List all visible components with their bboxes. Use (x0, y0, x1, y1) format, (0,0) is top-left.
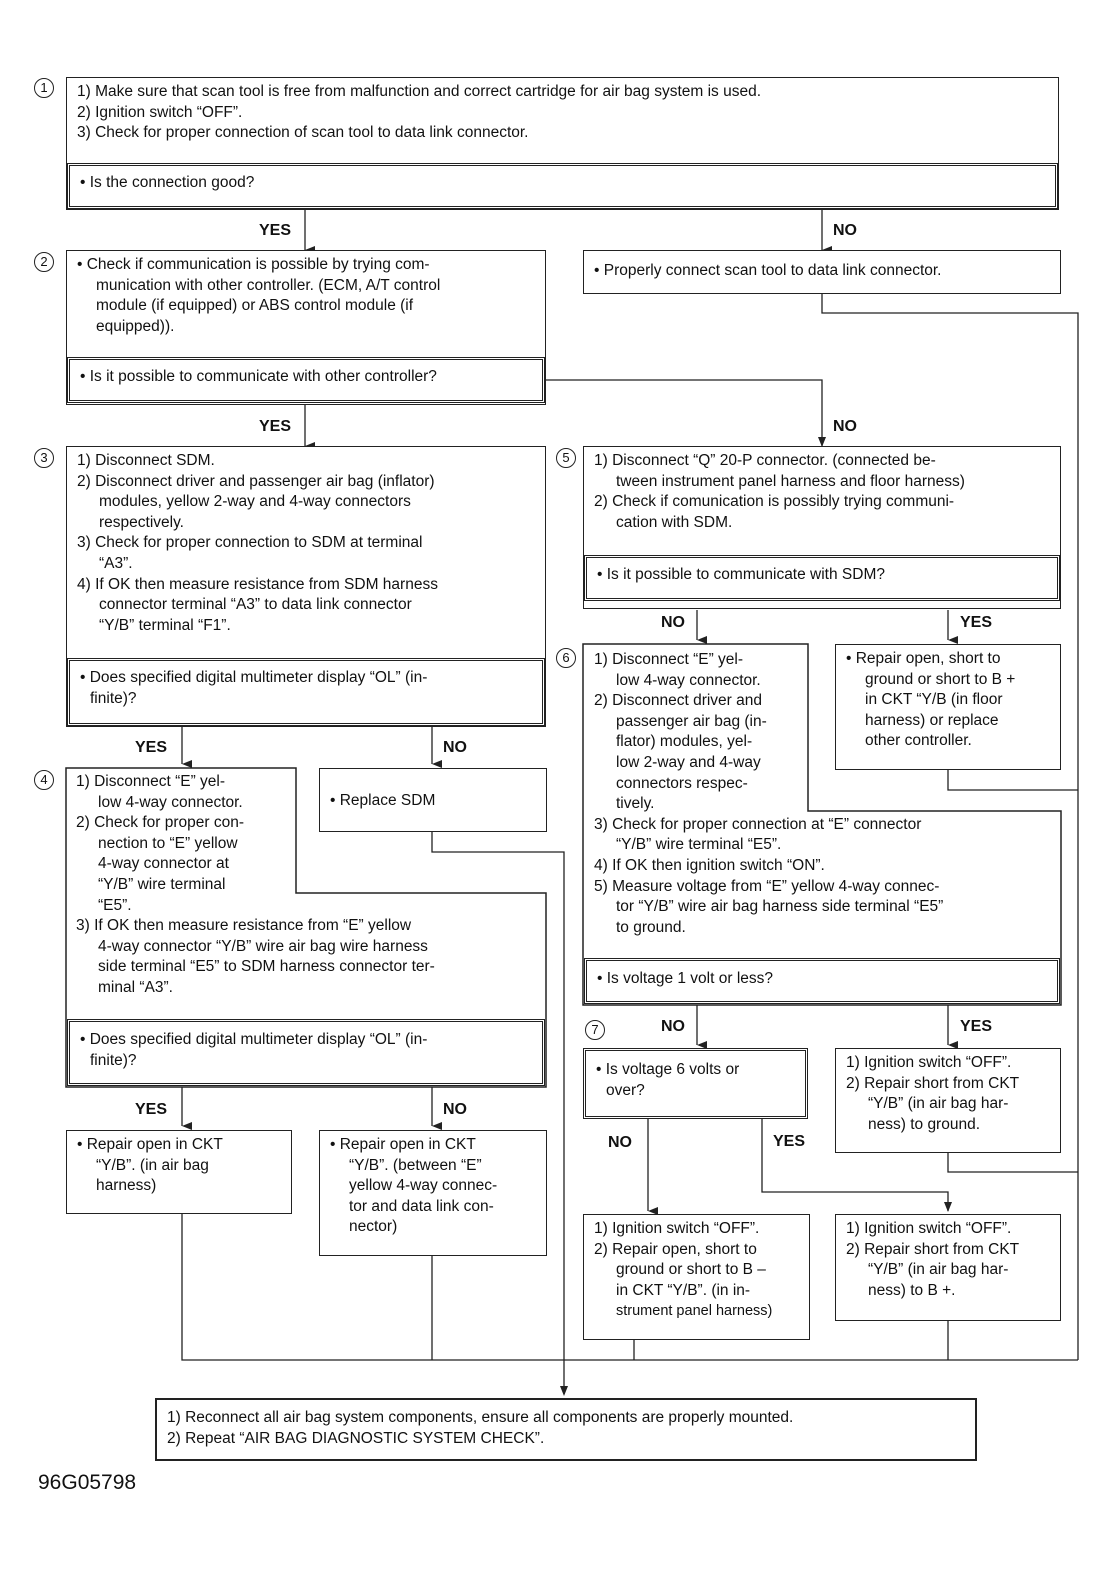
fix-6-yes-line: 2) Repair short from CKT (846, 1074, 1020, 1092)
step-3-line: “Y/B” terminal “F1”. (99, 616, 231, 634)
step-4-question-text: • Does specified digital multimeter display “OL” (in- (80, 1031, 428, 1048)
step-5-line: 2) Check if comunication is possibly trying communi- (594, 493, 955, 511)
step-6-line: to ground. (616, 918, 686, 936)
step-1-yes-label: YES (259, 222, 292, 239)
step-4-line: 4-way connector “Y/B” wire air bag wire harness (98, 937, 428, 955)
step-5-yes-label: YES (960, 614, 993, 631)
step-3-line: 2) Disconnect driver and passenger air bag (inflator) (77, 472, 435, 490)
fix-5-yes-line: ground or short to B + (865, 670, 1016, 688)
fix-6-yes-box (835, 1048, 1061, 1153)
fix-7-yes-line: “Y/B” (in air bag har- (868, 1261, 1009, 1279)
step-4-no-label: NO (443, 1101, 467, 1118)
fix-5-yes-line: in CKT “Y/B (in floor (865, 691, 1003, 709)
final-line: 1) Reconnect all air bag system components, ensure all components are properly mounted. (167, 1409, 794, 1426)
step-5-line: tween instrument panel harness and floor harness) (616, 472, 965, 490)
step-3-yes-label: YES (135, 739, 168, 756)
replace-sdm-text: • Replace SDM (330, 792, 436, 809)
step-7-question (583, 1048, 808, 1119)
step-5-question-text: • Is it possible to communicate with SDM? (597, 566, 885, 583)
step-3-line: respectively. (99, 513, 184, 531)
step-6-line: low 2-way and 4-way (616, 753, 761, 771)
final-box (155, 1398, 977, 1461)
step-4-line: “E5”. (98, 896, 132, 914)
fix-7-no-line: strument panel harness) (616, 1303, 773, 1320)
step-5-line: 1) Disconnect “Q” 20-P connector. (connected be- (594, 452, 936, 469)
step-1-line: 2) Ignition switch “OFF”. (77, 103, 243, 121)
step-5-line: cation with SDM. (616, 513, 733, 531)
step-4-question-text: finite)? (90, 1051, 137, 1069)
step-4-number: 4 (34, 770, 54, 790)
step-3-line: “A3”. (99, 554, 133, 572)
step-5-number: 5 (556, 448, 576, 468)
step-6-line: connectors respec- (616, 774, 748, 792)
step-2-yes-label: YES (259, 418, 292, 435)
step-4-line: “Y/B” wire terminal (98, 875, 226, 893)
step-6-line: 3) Check for proper connection at “E” connector (594, 815, 922, 833)
step-6-line: low 4-way connector. (616, 671, 761, 689)
step-2-line: munication with other controller. (ECM, A/T control (96, 276, 441, 294)
fix-7-no-line: ground or short to B – (616, 1261, 766, 1279)
step-7-number: 7 (585, 1020, 605, 1040)
step-6-text (594, 650, 943, 938)
step-1-no-label: NO (833, 222, 857, 239)
fix-5-yes-line: other controller. (865, 732, 972, 750)
step-6-number: 6 (556, 648, 576, 668)
step-1-line: 3) Check for proper connection of scan tool to data link connector. (77, 124, 529, 142)
step-4-line: side terminal “E5” to SDM harness connector ter- (98, 958, 435, 976)
fix-6-yes-line: ness) to ground. (868, 1115, 981, 1133)
step-3-line: 3) Check for proper connection to SDM at terminal (77, 534, 423, 552)
fix-7-yes-line: ness) to B +. (868, 1281, 956, 1299)
step-6-yes-label: YES (960, 1018, 993, 1035)
figure-id: 96G05798 (38, 1471, 137, 1494)
fix-5-yes-line: harness) or replace (865, 711, 999, 729)
step-4-line: 2) Check for proper con- (76, 814, 244, 832)
step-4-line: nection to “E” yellow (98, 834, 238, 852)
final-line: 2) Repeat “AIR BAG DIAGNOSTIC SYSTEM CHECK”. (167, 1429, 545, 1447)
step-4-line: 1) Disconnect “E” yel- (76, 773, 226, 790)
fix-1-text: • Properly connect scan tool to data link connector. (594, 262, 942, 279)
step-3-number: 3 (34, 448, 54, 468)
step-6-line: tor “Y/B” wire air bag harness side terminal “E5” (616, 898, 944, 916)
step-6-line: 1) Disconnect “E” yel- (594, 651, 744, 668)
fix-7-yes-line: 1) Ignition switch “OFF”. (846, 1220, 1012, 1237)
fix-4-no-line: yellow 4-way connec- (349, 1177, 498, 1195)
step-6-line: 2) Disconnect driver and (594, 692, 762, 710)
step-6-line: tively. (616, 795, 655, 813)
step-6-no-label: NO (661, 1018, 685, 1035)
fix-7-no-line: 1) Ignition switch “OFF”. (594, 1220, 760, 1237)
step-3-line: 4) If OK then measure resistance from SDM harness (77, 575, 438, 593)
step-4-line: 4-way connector at (98, 855, 229, 873)
step-6-line: flator) modules, yel- (616, 733, 753, 751)
step-4-line: low 4-way connector. (98, 793, 243, 811)
fix-7-yes-line: 2) Repair short from CKT (846, 1240, 1020, 1258)
fix-4-yes-line: harness) (96, 1177, 157, 1195)
fix-5-yes-line: • Repair open, short to (846, 650, 1001, 667)
fix-4-no-line: “Y/B”. (between “E” (349, 1156, 482, 1174)
fix-6-yes-line: 1) Ignition switch “OFF”. (846, 1054, 1012, 1071)
step-3-line: connector terminal “A3” to data link connector (99, 596, 412, 614)
step-1-number: 1 (34, 78, 54, 98)
step-3-no-label: NO (443, 739, 467, 756)
step-3-line: modules, yellow 2-way and 4-way connectors (99, 493, 411, 511)
step-7-no-label: NO (608, 1134, 632, 1151)
step-5-no-label: NO (661, 614, 685, 631)
fix-4-no-line: • Repair open in CKT (330, 1136, 476, 1153)
fix-4-no-line: tor and data link con- (349, 1197, 494, 1215)
step-3-line: 1) Disconnect SDM. (77, 452, 215, 469)
fix-4-yes-line: “Y/B”. (in air bag (96, 1156, 209, 1174)
step-2-line: equipped)). (96, 317, 175, 335)
step-6-line: “Y/B” wire terminal “E5”. (616, 836, 782, 854)
step-2-number: 2 (34, 252, 54, 272)
step-1-question-text: • Is the connection good? (80, 174, 255, 191)
step-2-question-text: • Is it possible to communicate with other controller? (80, 368, 437, 385)
step-7-question-text: • Is voltage 6 volts or (596, 1061, 740, 1078)
fix-7-yes-box (835, 1214, 1061, 1321)
fix-7-no-line: in CKT “Y/B”. (in in- (616, 1281, 751, 1299)
step-6-question (584, 958, 1060, 1004)
step-2-no-label: NO (833, 418, 857, 435)
fix-4-no-line: nector) (349, 1218, 398, 1236)
step-4-line: minal “A3”. (98, 978, 173, 996)
step-6-line: passenger air bag (in- (616, 712, 767, 730)
step-1-line: 1) Make sure that scan tool is free from malfunction and correct cartridge for air bag system is used. (77, 83, 762, 100)
step-4-yes-label: YES (135, 1101, 168, 1118)
step-7-question-text: over? (606, 1081, 645, 1099)
fix-4-yes-line: • Repair open in CKT (77, 1136, 223, 1153)
step-3-question-text: finite)? (90, 689, 137, 707)
fix-6-yes-line: “Y/B” (in air bag har- (868, 1095, 1009, 1113)
step-6-question-text: • Is voltage 1 volt or less? (597, 970, 774, 987)
fix-7-no-line: 2) Repair open, short to (594, 1240, 757, 1258)
fix-7-no-box (583, 1214, 810, 1340)
step-6-line: 5) Measure voltage from “E” yellow 4-way connec- (594, 877, 940, 895)
step-2-line: • Check if communication is possible by trying com- (77, 256, 430, 273)
step-6-line: 4) If OK then ignition switch “ON”. (594, 856, 825, 874)
step-4-line: 3) If OK then measure resistance from “E” yellow (76, 917, 412, 935)
step-7-yes-label: YES (773, 1133, 806, 1150)
step-3-question-text: • Does specified digital multimeter display “OL” (in- (80, 669, 428, 686)
step-2-line: module (if equipped) or ABS control module (if (96, 297, 414, 315)
